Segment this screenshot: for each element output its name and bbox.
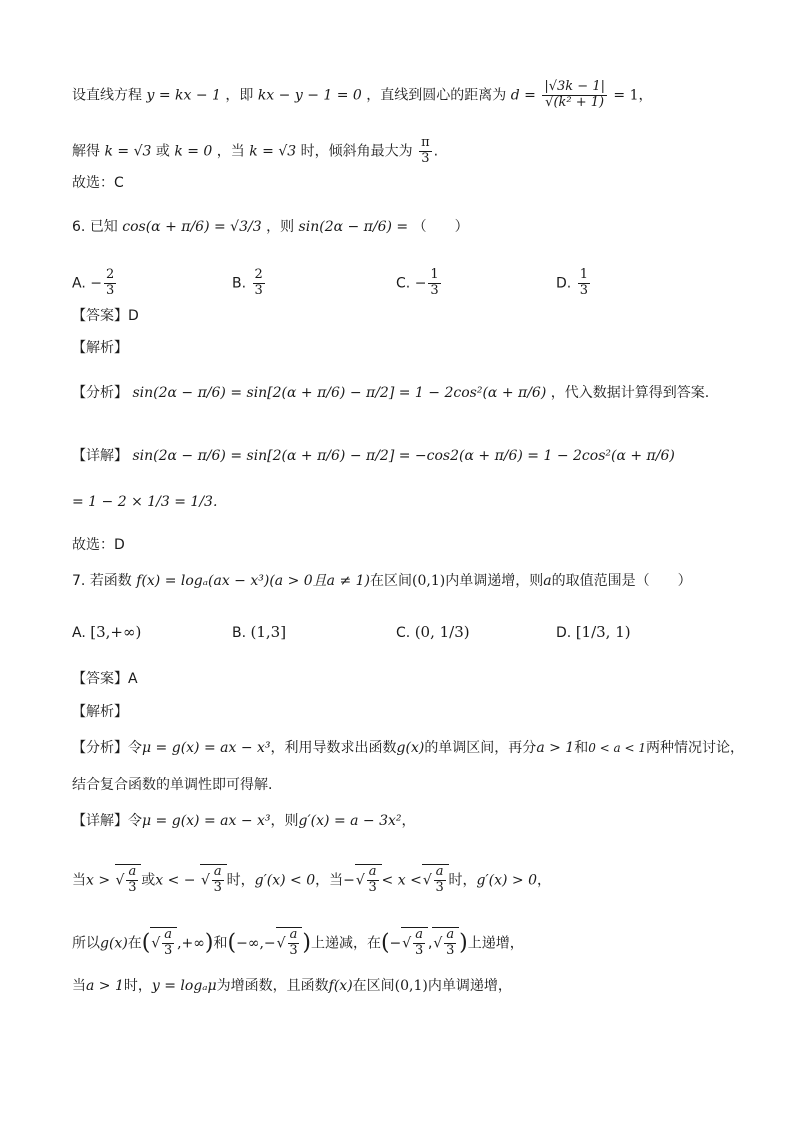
text: 的单调区间，再分 <box>424 740 537 756</box>
q6-calc <box>72 495 217 509</box>
text: 解得 <box>72 143 100 160</box>
answer-value: A <box>128 671 138 687</box>
math-ineq: x > <box>86 872 111 889</box>
option-value: (1,3] <box>250 623 287 641</box>
option-label: C. <box>396 625 411 641</box>
q7-monotonic-line: 当x > √ $\frac{a}{3}$ 或x < − √ $\frac{a}{3}$ 时，g′(x) < 0，当−√ $\frac{a}{3}$ < x <√ $\frac{a}{3}$ 时，g′(x) > 0， <box>72 864 551 895</box>
option-sign: − <box>90 275 102 292</box>
text: ，当 <box>216 143 245 160</box>
option-fraction <box>578 268 590 299</box>
text: 时， <box>448 872 477 889</box>
fraction-numerator: a <box>164 927 173 942</box>
fraction-numerator: a <box>415 927 423 942</box>
text: ，直线到圆心的距离为 <box>366 87 507 104</box>
q6-option-a <box>72 268 118 299</box>
text: ，当 <box>315 872 344 889</box>
fraction-numerator: π <box>421 135 430 150</box>
text: 在 <box>127 935 142 952</box>
text: ，利用导数求出函数 <box>270 740 397 756</box>
option-sign: − <box>414 275 427 292</box>
sqrt-a-over-3: √ $\frac{a}{3}$ <box>401 927 428 959</box>
text: 所以 <box>72 935 100 952</box>
q6-option-c <box>396 268 443 299</box>
fenxi-tag: 【分析】 <box>72 740 128 756</box>
text: 为增函数，且函数 <box>216 978 329 994</box>
option-fraction <box>104 268 116 299</box>
text: ，则 <box>266 219 295 235</box>
question-number: 6. <box>72 219 86 235</box>
math-case2: 0 < a < 1 <box>588 741 646 755</box>
math-k2: k = 0 <box>174 143 213 160</box>
q7-option-a <box>72 625 141 640</box>
option-label: C. <box>396 275 411 292</box>
fraction-denominator: 3 <box>128 879 137 895</box>
text: 若函数 <box>89 573 132 589</box>
math-general-eq: kx − y − 1 = 0 <box>257 87 362 104</box>
math-pos: g′(x) > 0 <box>476 872 537 889</box>
math-interval: (0,1) <box>394 978 428 994</box>
math-ineq: x < − <box>155 872 196 889</box>
option-label: B. <box>232 275 247 292</box>
answer-tag: 【答案】 <box>72 308 128 324</box>
text: （ ） <box>412 219 469 235</box>
sqrt-a-over-3: √ $\frac{a}{3}$ <box>276 927 303 959</box>
fraction-numerator: a <box>435 864 444 879</box>
fraction-numerator: a <box>128 864 137 879</box>
text: 上递减，在 <box>310 935 381 952</box>
answer-value: D <box>128 308 139 324</box>
answer-tag: 【答案】 <box>72 671 128 687</box>
fraction-numerator: a <box>446 927 455 942</box>
math-xiangjie: sin(2α − π/6) = sin[2(α + π/6) − π/2] = −cos2(α + π/6) = 1 − 2cos²(α + π/6) <box>132 448 675 464</box>
math-f: f(x) <box>328 978 353 994</box>
text: 已知 <box>89 219 118 235</box>
q5-answer-line: 故选：C <box>72 175 124 191</box>
text: 在区间 <box>352 978 395 994</box>
q6-xiangjie <box>72 449 675 463</box>
text: 或 <box>141 872 156 889</box>
math-given: cos(α + π/6) = √3/3 <box>122 219 262 235</box>
sqrt-a-over-3: √ $\frac{a}{3}$ <box>200 864 227 896</box>
math-case1: a > 1 <box>86 978 124 994</box>
text: 令 <box>128 740 142 756</box>
q5-distance-line <box>72 80 653 111</box>
math-condition: (a > 0且a ≠ 1) <box>269 573 371 589</box>
fraction-denominator: 3 <box>446 942 455 958</box>
math-target: sin(2α − π/6) = <box>298 219 409 235</box>
text: 当 <box>72 872 86 889</box>
math-k1: k = √3 <box>104 143 152 160</box>
sqrt-a-over-3: √ $\frac{a}{3}$ <box>422 864 449 896</box>
fraction-numerator: 2 <box>105 267 115 282</box>
text: 内单调递增，则 <box>445 573 544 589</box>
q7-option-c <box>396 625 470 640</box>
text: 的取值范围是（ ） <box>551 573 692 589</box>
option-value: [3,+∞) <box>90 623 142 641</box>
math-log: y = logₐμ <box>151 978 217 994</box>
q7-fenxi-2: 结合复合函数的单调性即可得解. <box>72 777 273 793</box>
text: 两种情况讨论， <box>646 740 744 756</box>
fenxi-tag: 【分析】 <box>72 385 128 401</box>
text: 时，倾斜角最大为 <box>300 143 413 160</box>
q7-xiangjie-1 <box>72 814 416 828</box>
text: 和 <box>574 740 589 756</box>
q7-option-b <box>232 625 286 640</box>
fraction-denominator: 3 <box>254 282 263 298</box>
text: 上递增， <box>467 935 524 952</box>
math-ineq: < x < <box>381 872 422 889</box>
option-label: A. <box>72 275 86 292</box>
math-derivative: g′(x) = a − 3x² <box>298 813 402 829</box>
text: 令 <box>128 813 142 829</box>
math-g: g(x) <box>100 935 128 952</box>
fraction-denominator: 3 <box>164 942 173 958</box>
xiangjie-tag: 【详解】 <box>72 448 128 464</box>
math-interval-part: −∞,− <box>236 935 276 952</box>
text: 时， <box>226 872 255 889</box>
fraction-denominator: 3 <box>414 942 424 958</box>
fraction-numerator: a <box>289 927 298 942</box>
fraction-numerator: |√3k − 1| <box>544 79 605 94</box>
text: ，即 <box>225 87 254 104</box>
option-value: (0, 1/3) <box>414 623 470 641</box>
fraction-denominator: 3 <box>430 282 439 298</box>
q7-stem <box>72 574 692 588</box>
option-label: B. <box>232 625 247 641</box>
math-eq-one: = 1， <box>613 87 653 104</box>
math-var: a <box>543 573 552 589</box>
fraction-denominator: √(k² + 1) <box>545 94 605 110</box>
text: 当 <box>72 978 86 994</box>
math-case1: a > 1 <box>536 740 575 756</box>
q7-fenxi-1 <box>72 741 744 755</box>
fraction-denominator: 3 <box>105 282 115 298</box>
option-label: D. <box>556 625 572 641</box>
text: 在区间 <box>370 573 413 589</box>
sqrt-a-over-3: √ $\frac{a}{3}$ <box>115 864 142 896</box>
text: 或 <box>155 143 170 160</box>
math-function: f(x) = logₐ(ax − x³) <box>136 573 270 589</box>
math-d: d = <box>510 87 536 104</box>
sqrt-a-over-3: √ $\frac{a}{3}$ <box>432 927 459 959</box>
q6-analysis-tag: 【解析】 <box>72 340 128 356</box>
math-k3: k = √3 <box>249 143 297 160</box>
text: 和 <box>213 935 228 952</box>
sqrt-a-over-3: √ $\frac{a}{3}$ <box>355 864 382 896</box>
fraction-denominator: 3 <box>289 942 298 958</box>
text: ， <box>537 872 551 889</box>
math-fenxi: sin(2α − π/6) = sin[2(α + π/6) − π/2] = 1 − 2cos²(α + π/6) <box>132 385 547 401</box>
text: ，则 <box>270 813 299 829</box>
q7-option-d <box>556 625 631 640</box>
q5-solve-line <box>72 136 438 167</box>
fraction-numerator: 2 <box>254 267 263 282</box>
text: ，代入数据计算得到答案. <box>550 385 710 401</box>
fraction-numerator: a <box>368 864 377 879</box>
q7-last-line <box>72 979 512 993</box>
text: ， <box>401 813 416 829</box>
text: 时， <box>123 978 152 994</box>
angle-fraction <box>419 136 432 167</box>
xiangjie-tag: 【详解】 <box>72 813 128 829</box>
fraction-denominator: 3 <box>368 879 377 895</box>
q7-answer <box>72 672 138 686</box>
q6-fenxi <box>72 386 709 400</box>
q6-answer <box>72 309 139 323</box>
math-mu: μ = g(x) = ax − x³ <box>142 740 271 756</box>
math-calc: = 1 − 2 × 1/3 = 1/3. <box>72 494 218 510</box>
math-interval: (0,1) <box>412 573 446 589</box>
fraction-denominator: 3 <box>213 879 222 895</box>
option-label: D. <box>556 275 572 292</box>
sqrt-a-over-3: √ $\frac{a}{3}$ <box>150 927 177 959</box>
math-line-eq: y = kx − 1 <box>146 87 221 104</box>
option-fraction <box>253 268 265 299</box>
option-label: A. <box>72 625 86 641</box>
text: . <box>433 143 439 160</box>
math-g: g(x) <box>396 740 425 756</box>
q6-answer-line: 故选：D <box>72 537 125 553</box>
question-number: 7. <box>72 573 86 589</box>
fraction-numerator: 1 <box>430 267 439 282</box>
math-neg: g′(x) < 0 <box>254 872 316 889</box>
fraction-denominator: 3 <box>421 150 430 166</box>
math-mu: μ = g(x) = ax − x³ <box>142 813 271 829</box>
text: 设直线方程 <box>72 87 142 104</box>
fraction-denominator: 3 <box>579 282 588 298</box>
q7-interval-line: 所以g(x)在(√ $\frac{a}{3}$ ,+∞)和(−∞,−√ $\frac{a}{3}$ )上递减，在(−√ $\frac{a}{3}$ ,√ $\frac{a}{3}$ )上递增， <box>72 927 524 958</box>
q6-option-b <box>232 268 267 299</box>
option-value: [1/3, 1) <box>575 623 631 641</box>
fraction-numerator: a <box>213 864 222 879</box>
math-interval-part: ,+∞ <box>177 935 205 952</box>
option-fraction <box>428 268 440 299</box>
fraction-numerator: 1 <box>579 267 588 282</box>
distance-fraction <box>542 80 607 111</box>
q7-analysis-tag: 【解析】 <box>72 704 128 720</box>
q6-stem <box>72 220 469 234</box>
text: 内单调递增， <box>427 978 512 994</box>
q6-option-d <box>556 268 592 299</box>
fraction-denominator: 3 <box>435 879 444 895</box>
